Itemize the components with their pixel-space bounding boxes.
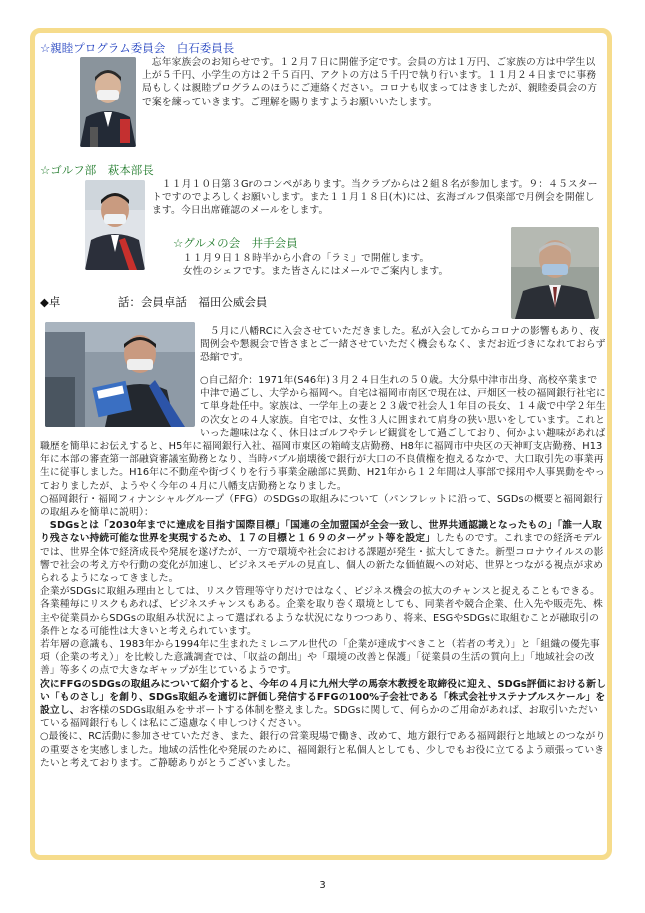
ide-photo xyxy=(511,227,599,319)
speech-p5-emphasis: SDGsとは「2030年までに達成を目指す国際目標」「国連の全加盟国が全会一致し、世界共通認識となったもの」「誰一人取り残さない持続可能な世界を実現するため、１７の目標と１６９のターゲット等を設定」 xyxy=(40,520,602,545)
shiraishi-photo xyxy=(80,57,136,147)
speech-p8-rest: お客様のSDGs取組みをサポートする体制を整えました。SDGsに関して、何らかのご用命があれば、お取引いただいている福岡銀行もしくは私にご遠慮なく申しつけください。 xyxy=(40,705,598,730)
fukuda-photo xyxy=(45,322,195,427)
speech-p1: ５月に八幡RCに入会させていただきました。私が入会してからコロナの影響もあり、夜間例会や懇親会で皆さまとご一緒させていただく機会もなく、まだお近づきになれておらず恐縮です。 xyxy=(200,326,606,364)
speech-p3: 職歴を簡単にお伝えすると、H5年に福岡銀行入社、福岡市東区の箱崎支店勤務、H8年に福岡市中央区の天神町支店勤務、H13年に本部の審査第一部融資審議室勤務となり、当時バブル崩壊後で銀行が大口の不良債権を抱えるなかで、大口取引先の事業再生に従事しました。H16年に不動産や街づくりを行う事業金融部に異動、H21年から１２年間は人事部で採用や人事異動をやっておりましたが、ようやく今年の４月に八幡支店勤務となりました。 xyxy=(40,441,605,492)
shinboku-body: 忘年家族会のお知らせです。１２月７日に開催予定です。会員の方は１万円、ご家族の方は中学生以上が５千円、小学生の方は２千５百円、アクトの方は５千円で執り行います。１１月２４日までに事務局もしくは親睦プログラムのほうにご連絡ください。コロナも収まってはきましたが、親睦委員会の方で案を練っていきます。ご理解を賜りますようお願いいたします。 xyxy=(142,57,598,108)
gourmet-text-block xyxy=(173,252,503,278)
hagimoto-photo xyxy=(85,180,145,270)
speech-p9: ○最後に、RC活動に参加させていただき、また、銀行の営業現場で働き、改めて、地方銀行である福岡銀行と地域とのつながりの重要さを実感しました。地域の活性化や発展のために、福岡銀行と私個人としても、少しでもお役に立てるよう頑張っていきたいと考えております。ご静聴ありがとうございました。 xyxy=(40,731,606,769)
speech-p5-rest: したものです。これまでの経済モデルでは、世界全体で経済成長や発展を遂げたが、一方で環境や社会における課題が発生・拡大してきた。新型コロナウイルスの影響で社会の考え方や行動の変化が加速し、ビジネスモデルの見直し、個人の新たな価値観への対応、世界とつながる視点が求められるようになってきました。 xyxy=(40,533,604,585)
speech-p2: ○自己紹介：1971年(S46年)３月２４日生れの５０歳。大分県中津市出身、高校卒業まで中津で過ごし、大学から福岡へ。自宅は福岡市南区で現在は、戸畑区一枝の福岡銀行社宅にて単身赴任中。家族は、一学年上の妻と２３歳で社会人１年目の長女、１４歳で中学２年生の次女との４人家族。自宅では、女性３人に囲まれて肩身の狭い思いをしています。これといった趣味はなく、休日はゴルフやテレビ観賞をして過ごしており、何かよい趣味があれば xyxy=(200,375,606,439)
gourmet-heading: ☆グルメの会 井手会員 xyxy=(173,236,298,250)
speech-intro-block xyxy=(200,325,606,365)
gourmet-line-2: 女性のシェフです。また皆さんにはメールでご案内します。 xyxy=(182,266,449,278)
shinboku-text-block xyxy=(142,56,604,109)
gourmet-line-1: １１月９日１８時半から小倉の「ラミ」で開催します。 xyxy=(182,253,430,264)
speech-body xyxy=(40,440,606,770)
speech-heading: ◆卓 話：会員卓話 福田公威会員 xyxy=(40,295,268,309)
speech-p8-emphasis: 次にFFGのSDGsの取組みについて紹介すると、今年の４月に九州大学の馬奈木教授を取締役に迎え、SDGs評価における新しい「ものさし」を創り、SDGs取組みを適切に評価し発信するFFGの100%子会社である「株式会社サステナブルスケール」を設立し、 xyxy=(40,678,606,717)
speech-p4: ○福岡銀行・福岡フィナンシャルグループ（FFG）のSDGsの取組みについて（パンフレットに沿って、SGDsの概要と福岡銀行の取組みを簡単に説明）： xyxy=(40,493,603,519)
golf-heading: ☆ゴルフ部 萩本部長 xyxy=(40,163,154,177)
golf-text-block xyxy=(152,178,604,218)
golf-body: １１月１０日第３Grのコンペがあります。当クラブからは２組８名が参加します。９：４５スタートですのでよろしくお願いします。また１１月１８日(木)には、玄海ゴルフ倶楽部で月例会を開催します。今日出席確認のメールをします。 xyxy=(152,179,598,217)
speech-p6: 企業がSDGsに取組み理由としては、リスク管理等守りだけではなく、ビジネス機会の拡大のチャンスと捉えることもできる。各業種毎にリスクもあれば、ビジネスチャンスもある。企業を取り巻く環境としても、同業者や競合企業、仕入先や販売先、株主や従業員からSDGsの取組み状況によって選ばれるような状況になりつつあり、将来、ESGやSDGsに取組むことが融取引の条件となる可能性は大きいと考えられています。 xyxy=(40,586,603,637)
speech-p7: 若年層の意識も、1983年から1994年に生まれたミレニアル世代の「企業が達成すべきこと（若者の考え）」と「組織の優先事項（企業の考え）」を比較した意識調査では、「収益の創出」や「環境の改善と保護」「従業員の生活の質向上」「地域社会の改善」等多くの点で大きなギャップが生じているようです。 xyxy=(40,639,600,677)
shinboku-heading: ☆親睦プログラム委員会 白石委員長 xyxy=(40,41,235,55)
page-number: 3 xyxy=(319,880,326,891)
speech-selfintro-top xyxy=(200,374,606,440)
